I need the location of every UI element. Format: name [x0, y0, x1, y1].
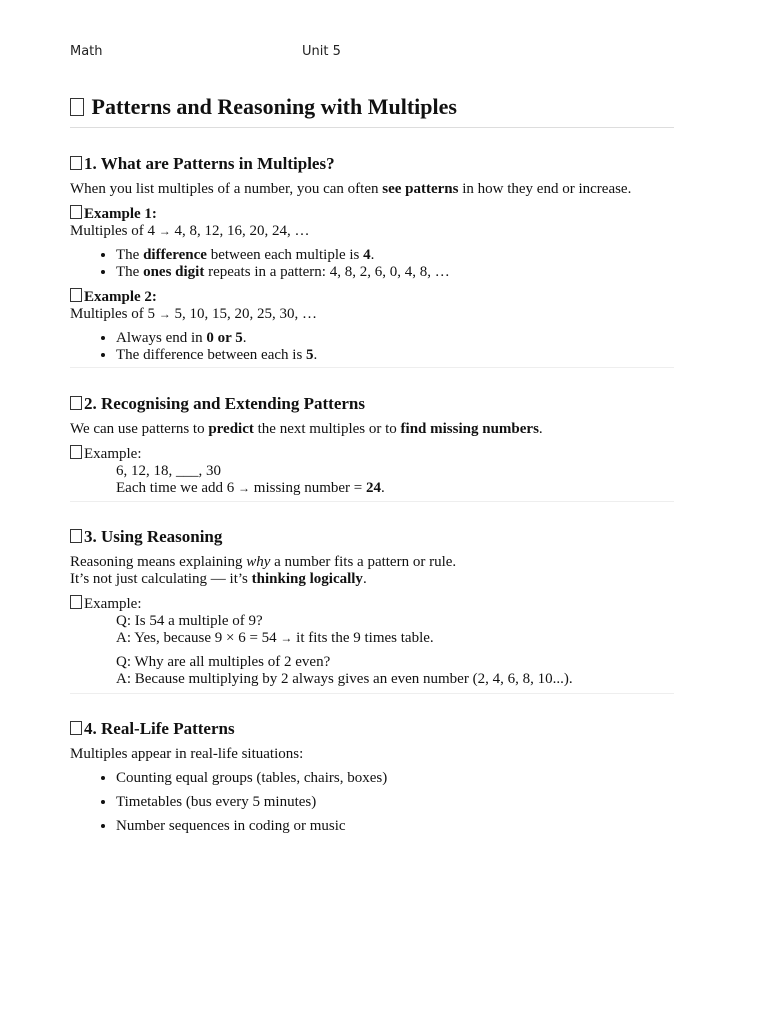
- missing-glyph-icon: [70, 595, 82, 609]
- title-divider: [70, 127, 674, 128]
- section-divider: [70, 367, 674, 368]
- reasoning-definition: Reasoning means explaining why a number fits a pattern or rule.: [70, 554, 457, 570]
- missing-glyph-icon: [70, 529, 82, 543]
- section-3-heading: [70, 526, 674, 548]
- section-3-heading-text: 3. Using Reasoning: [84, 527, 223, 546]
- missing-glyph-icon: [70, 396, 82, 410]
- section-4-intro: Multiples appear in real-life situations:: [70, 746, 304, 762]
- example-1-line: Multiples of 4 → 4, 8, 12, 16, 20, 24, …: [70, 223, 310, 239]
- question-2: Q: Why are all multiples of 2 even?: [116, 654, 331, 670]
- missing-glyph-icon: [70, 98, 84, 116]
- section-1-heading-text: 1. What are Patterns in Multiples?: [84, 154, 335, 173]
- section-4-heading: [70, 718, 674, 740]
- list-item: • Always end in 0 or 5.: [116, 330, 674, 347]
- list-item: • The ones digit repeats in a pattern: 4, 8, 2, 6, 0, 4, 8, …: [116, 264, 674, 281]
- question-1: Q: Is 54 a multiple of 9?: [116, 613, 263, 629]
- missing-glyph-icon: [70, 288, 82, 302]
- section-3-example-label: Example:: [70, 595, 674, 613]
- missing-glyph-icon: [70, 445, 82, 459]
- section-2: [70, 393, 674, 497]
- section-2-heading-text: 2. Recognising and Extending Patterns: [84, 394, 365, 413]
- answer-1: A: Yes, because 9 × 6 = 54 → it fits the 9 times table.: [116, 630, 434, 646]
- missing-glyph-icon: [70, 721, 82, 735]
- list-item: • The difference between each multiple is 4.: [116, 247, 674, 264]
- arrow-icon: →: [238, 481, 251, 495]
- arrow-icon: →: [158, 224, 171, 238]
- header-subject: Math: [70, 44, 103, 59]
- section-divider: [70, 693, 674, 694]
- missing-glyph-icon: [70, 205, 82, 219]
- answer-2: A: Because multiplying by 2 always gives an even number (2, 4, 6, 8, 10...).: [116, 671, 573, 687]
- section-1-intro: When you list multiples of a number, you can often see patterns in how they end or increase.: [70, 181, 632, 197]
- section-2-heading: [70, 393, 674, 415]
- sequence-line: 6, 12, 18, ___, 30: [116, 463, 221, 479]
- example-1-label: Example 1:: [70, 205, 674, 223]
- list-item: • Counting equal groups (tables, chairs, boxes): [116, 770, 674, 787]
- page-header: [70, 44, 674, 62]
- section-1: [70, 153, 674, 364]
- list-item: • The difference between each is 5.: [116, 347, 674, 364]
- example-2-list: [70, 330, 674, 364]
- arrow-icon: →: [280, 631, 293, 645]
- section-divider: [70, 501, 674, 502]
- section-2-intro: We can use patterns to predict the next multiples or to find missing numbers.: [70, 421, 543, 437]
- section-4-heading-text: 4. Real-Life Patterns: [84, 719, 235, 738]
- section-1-heading: [70, 153, 674, 175]
- example-2-label: Example 2:: [70, 288, 674, 306]
- list-item: • Number sequences in coding or music: [116, 818, 674, 835]
- section-3: [70, 526, 674, 688]
- reasoning-note: It’s not just calculating — it’s thinking logically.: [70, 571, 367, 587]
- page-title-text: Patterns and Reasoning with Multiples: [91, 94, 457, 119]
- section-2-example-label: Example:: [70, 445, 674, 463]
- header-unit: Unit 5: [302, 44, 341, 59]
- missing-glyph-icon: [70, 156, 82, 170]
- list-item: • Timetables (bus every 5 minutes): [116, 794, 674, 811]
- section-4: [70, 718, 674, 835]
- arrow-icon: →: [158, 307, 171, 321]
- example-1-list: [70, 247, 674, 281]
- real-life-list: [70, 770, 674, 835]
- example-2-line: Multiples of 5 → 5, 10, 15, 20, 25, 30, …: [70, 306, 317, 322]
- page-title: [70, 93, 457, 121]
- missing-number-line: Each time we add 6 → missing number = 24.: [116, 480, 385, 496]
